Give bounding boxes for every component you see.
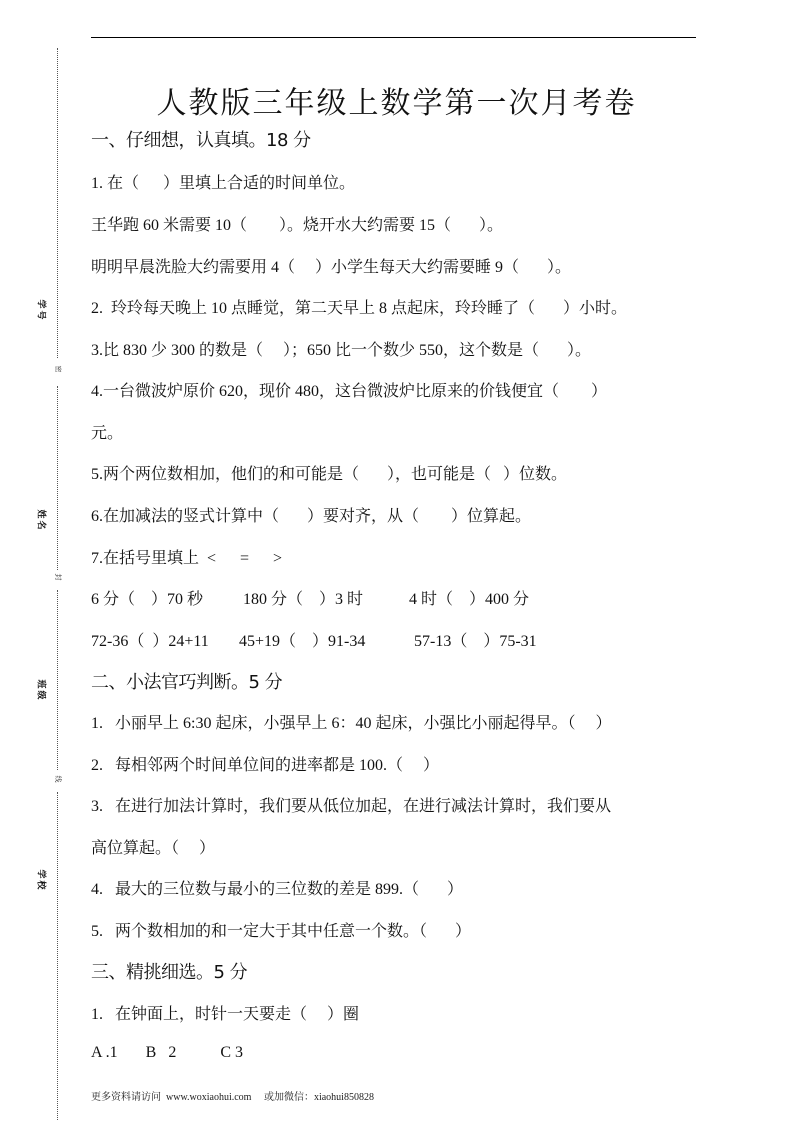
question-line: 1. 在钟面上，时针一天要走（ ）圈 xyxy=(91,1006,360,1023)
name-label: 姓名 xyxy=(35,509,46,532)
question-line: 王华跑 60 米需要 10（ ）。烧开水大约需要 15（ ）。 xyxy=(91,217,504,234)
header-rule xyxy=(91,37,696,38)
binding-line-segment xyxy=(57,590,58,770)
seal-mark: 密 xyxy=(54,365,62,373)
section-heading: 一、仔细想，认真填。18 分 xyxy=(91,130,311,151)
question-line: 1. 小丽早上 6:30 起床，小强早上 6：40 起床，小强比小丽起得早。（ ） xyxy=(91,715,612,732)
question-line: 高位算起。（ ） xyxy=(91,840,216,857)
compare-item: 72-36（ ）24+11 xyxy=(91,633,209,650)
question-line: 2. 每相邻两个时间单位间的进率都是 100.（ ） xyxy=(91,757,440,774)
section-heading: 三、精挑细选。5 分 xyxy=(91,962,248,983)
answer-options: A .1 B 2 C 3 xyxy=(91,1044,244,1061)
question-line: 5. 两个数相加的和一定大于其中任意一个数。（ ） xyxy=(91,923,472,940)
question-line: 2. 玲玲每天晚上 10 点睡觉，第二天早上 8 点起床，玲玲睡了（ ）小时。 xyxy=(91,300,628,317)
class-label: 班级 xyxy=(35,679,46,702)
question-line: 3. 在进行加法计算时，我们要从低位加起，在进行减法计算时，我们要从 xyxy=(91,798,612,815)
question-line: 3.比 830 少 300 的数是（ ）；650 比一个数少 550，这个数是（ ）。 xyxy=(91,342,592,359)
footer-note: 更多资料请访问 www.woxiaohui.com 或加微信：xiaohui850828 xyxy=(91,1092,374,1103)
compare-item: 180 分（ ）3 时 xyxy=(243,591,364,608)
compare-item: 4 时（ ）400 分 xyxy=(409,591,530,608)
question-line: 7.在括号里填上 < = > xyxy=(91,550,283,567)
compare-item: 45+19（ ）91-34 xyxy=(239,633,366,650)
page-title: 人教版三年级上数学第一次月考卷 xyxy=(156,86,637,121)
question-line: 元。 xyxy=(91,425,124,442)
question-line: 4.一台微波炉原价 620，现价 480，这台微波炉比原来的价钱便宜（ ） xyxy=(91,383,608,400)
seal-mark: 线 xyxy=(54,775,62,783)
compare-item: 6 分（ ）70 秒 xyxy=(91,591,204,608)
binding-line-segment xyxy=(57,386,58,570)
student-id-label: 学号 xyxy=(35,299,46,322)
section-heading: 二、小法官巧判断。5 分 xyxy=(91,672,283,693)
question-line: 5.两个两位数相加，他们的和可能是（ ），也可能是（ ）位数。 xyxy=(91,466,568,483)
compare-item: 57-13（ ）75-31 xyxy=(414,633,537,650)
binding-line-segment xyxy=(57,792,58,1120)
question-line: 6.在加减法的竖式计算中（ ）要对齐，从（ ）位算起。 xyxy=(91,508,532,525)
question-line: 明明早晨洗脸大约需要用 4（ ）小学生每天大约需要睡 9（ ）。 xyxy=(91,259,572,276)
question-line: 1. 在（ ）里填上合适的时间单位。 xyxy=(91,175,356,192)
seal-mark: 封 xyxy=(54,573,62,581)
question-line: 4. 最大的三位数与最小的三位数的差是 899.（ ） xyxy=(91,881,464,898)
school-label: 学校 xyxy=(35,869,46,892)
